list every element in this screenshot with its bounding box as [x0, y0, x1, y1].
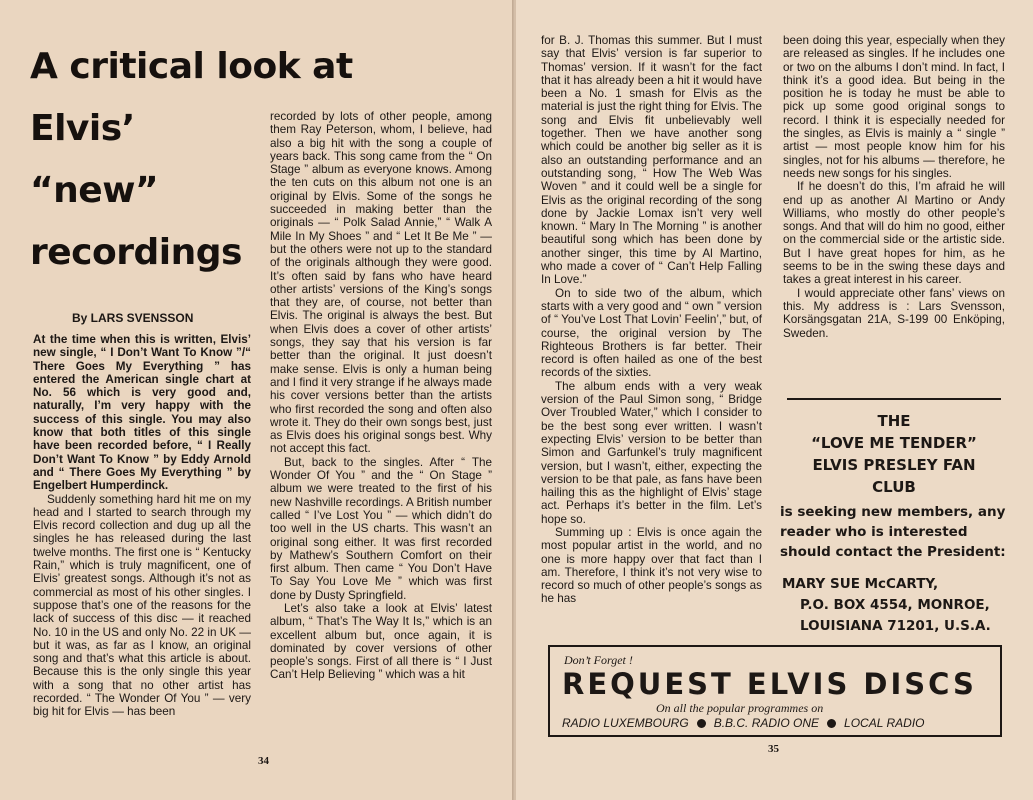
fan-club-notice — [780, 410, 1008, 637]
article-column-2 — [270, 110, 492, 682]
article-column-4 — [783, 34, 1005, 340]
paragraph: Suddenly something hard hit me on my head and I started to search through my Elvis record collection and dug up all the singles he has released during the last twelve months. The first one is “ Kentucky Rain,” which is truly magnificent, one of Elvis’ greatest songs. Although it’s not as commercial as most of his other singles. I suppose that’s one of the reasons for the lack of success of this disc — it reached No. 10 in the US and only No. 22 in UK — but it was, as far as I know, an original song and that’s what this article is about. Because this is the only single this year with a song that no other artist has recorded. “ The Wonder Of You ” — very big hit for Elvis — has been — [33, 492, 251, 719]
bullet-dot-icon — [827, 719, 836, 728]
paragraph: Summing up : Elvis is once again the most popular artist in the world, and no one is more happy over that fact than I am. Therefore, I think it’s not very wise to record so much of other people’s songs as he has — [541, 525, 762, 606]
ad-stations — [562, 716, 925, 730]
station-name: RADIO LUXEMBOURG — [562, 716, 689, 730]
ad-kicker: Don’t Forget ! — [564, 653, 633, 667]
address-line: P.O. BOX 4554, MONROE, — [800, 597, 990, 613]
lead-paragraph: At the time when this is written, Elvis’ new single, “ I Don’t Want To Know ”/“ There Goes My Everything ” has entered the American single chart at No. 56 which is very good and, naturally, I’m very happy with the success of this single. You may also know that both titles of this single have been recorded before, “ I Really Don’t Want To Know ” by Eddy Arnold and “ There Goes My Everything ” by Engelbert Humperdinck. — [33, 333, 251, 493]
bullet-dot-icon — [697, 719, 706, 728]
fan-club-title-line: CLUB — [872, 478, 916, 496]
address-line: LOUISIANA 71201, U.S.A. — [800, 618, 991, 634]
fan-club-body: is seeking new members, any reader who is interested should contact the President: — [780, 504, 1006, 560]
headline-line: recordings — [30, 232, 242, 273]
station-name: B.B.C. RADIO ONE — [713, 716, 820, 730]
byline: By LARS SVENSSON — [72, 311, 194, 325]
station-name: LOCAL RADIO — [844, 716, 925, 730]
fan-club-title-line: THE — [877, 412, 911, 430]
headline-line: Elvis’ — [30, 108, 135, 149]
article-column-1 — [33, 333, 251, 719]
paragraph: The album ends with a very weak version of the Paul Simon song, “ Bridge Over Troubled Water,” which I consider to be the best song ever written. I wasn’t expecting Elvis’ version to be better than Simon and Garfunkel’s truly magnificent version, but I wasn’t, either, expecting the version to be that pale, as fans have been hailing this as the highlight of Elvis’ stage act. Perhaps it’s better in the film. Let’s hope so. — [541, 379, 762, 526]
left-page — [0, 0, 514, 800]
paragraph: I would appreciate other fans’ views on this. My address is : Lars Svensson, Korsängsgatan 21A, S-199 00 Enköping, Sweden. — [783, 286, 1005, 340]
request-elvis-discs-ad — [548, 645, 1002, 737]
fan-club-title-line: “LOVE ME TENDER” — [811, 434, 977, 452]
ad-subline: On all the popular programmes on — [656, 701, 824, 715]
paragraph: been doing this year, especially when they are released as singles. If he includes one or two on the albums I don’t mind. In fact, I think it’s a good idea. But being in the position he is today he must be able to pick up some good original songs to record. I think it is especially needed for the singles, as Elvis is mainly a “ single ” artist — most people know him for his singles, not for his albums — therefore, he needs new songs for his singles. — [783, 34, 1005, 180]
paragraph: recorded by lots of other people, among them Ray Peterson, whom, I believe, had also a big hit with the song a couple of years back. This song came from the “ On Stage ” album as everyone knows. Among the ten cuts on this album not one is an original by Elvis. Some of the songs he succeeded in making better than the originals — “ Polk Salad Annie,” “ Walk A Mile In My Shoes ” and “ Let It Be Me ” — but the others were not up to the standard of the originals although they were good. It’s often said by fans who have heard other artists’ versions of the King’s songs that they are, of course, not better than Elvis. The original is always the best. But when Elvis does a cover of other artists’ songs, they say that his version is far better than the original. It just doesn’t make sense. Elvis is only a human being and I find it very strange if he always made his cover versions better than the artists who first recorded the song and often also wrote it. They do their own songs best, just as Elvis does his original songs best. Why not accept this fact. — [270, 110, 492, 456]
paragraph: for B. J. Thomas this summer. But I must say that Elvis’ version is far superior to Thomas’ version. If it wasn’t for the fact that it has already been a hit it would have been a No. 1 smash for Elvis as the material is just the right thing for Elvis. The song and Elvis fit unbelievably well together. Then we have another song which could be another big seller as it is also an outstanding performance and an outstanding song, “ How The Web Was Woven ” and it could well be a single for Elvis as the original recording of the song done by Jackie Lomax isn’t very well known. “ Mary In The Morning ” is another beautiful song which has been done by another singer, this time by Al Martino, who made a cover of “ Can’t Help Falling In Love.” — [541, 34, 762, 287]
article-headline — [30, 36, 353, 284]
page-number-left: 34 — [258, 755, 269, 767]
fan-club-address — [780, 574, 1008, 637]
fan-club-title-line: ELVIS PRESLEY FAN — [812, 456, 976, 474]
address-line: MARY SUE McCARTY, — [782, 576, 939, 592]
headline-line: “new” — [30, 170, 159, 211]
section-divider — [787, 398, 1001, 400]
paragraph: Let’s also take a look at Elvis’ latest album, “ That’s The Way It Is,” which is an excellent album but, once again, it is dominated by cover versions of other people’s songs. First of all there is “ I Just Can’t Help Believing ” which was a hit — [270, 601, 492, 682]
page-number-right: 35 — [768, 743, 779, 755]
ad-headline: REQUEST ELVIS DISCS — [562, 667, 977, 701]
paragraph: On to side two of the album, which starts with a very good and “ own ” version of “ You’ve Lost That Lovin’ Feelin’,” but, of course, the original version by The Righteous Brothers is far better. Their record is often hailed as one of the best records of the sixties. — [541, 286, 762, 380]
paragraph: But, back to the singles. After “ The Wonder Of You ” and the “ On Stage ” album we were treated to the first of his new Nashville recordings. A British number called “ I’ve Lost You ” — which didn’t do too well in the US charts. This wasn’t an original song either. It was first recorded by Mathew’s Southern Comfort on their first album. Then came “ You Don’t Have To Say You Love Me ” which was first done by Dusty Springfield. — [270, 455, 492, 602]
paragraph: If he doesn’t do this, I’m afraid he will end up as another Al Martino or Andy Williams, who mostly do other people’s songs. And that will do him no good, either on the commercial side or the artistic side. But I have great hopes for him, as he seems to be in the swing these days and takes a great interest in his career. — [783, 180, 1005, 287]
article-column-3 — [541, 34, 762, 606]
headline-line: A critical look at — [30, 46, 353, 87]
